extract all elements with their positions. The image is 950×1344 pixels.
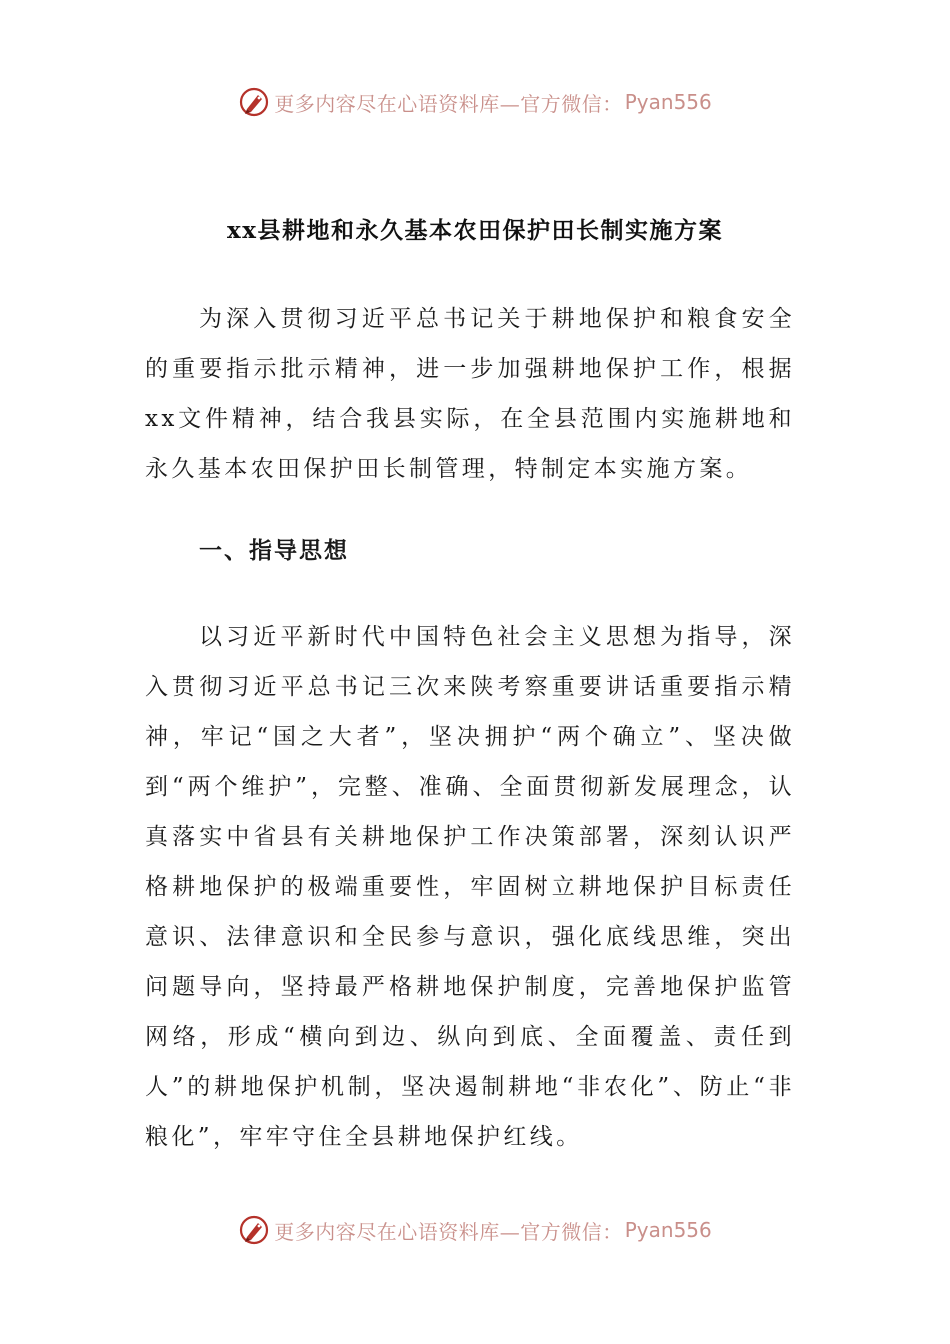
section-1-paragraph: 以习近平新时代中国特色社会主义思想为指导，深入贯彻习近平总书记三次来陕考察重要讲话重要指示精神，牢记“国之大者”，坚决拥护“两个确立”、坚决做到“两个维护”，完整、准确、全面贯彻新发展理念，认真落实中省县有关耕地保护工作决策部署，深刻认识严格耕地保护的极端重要性，牢固树立耕地保护目标责任意识、法律意识和全民参与意识，强化底线思维，突出问题导向，坚持最严格耕地保护制度，完善地保护监管网络，形成“横向到边、纵向到底、全面覆盖、责任到人”的耕地保护机制，坚决遏制耕地“非农化”、防止“非粮化”，牢牢守住全县耕地保护红线。 <box>145 624 795 1150</box>
footer-banner-text: 更多内容尽在心语资料库—官方微信： <box>274 1219 623 1244</box>
header-banner <box>0 82 950 122</box>
footer-wechat-id: Pyan556 <box>624 1218 712 1242</box>
header-wechat-id: Pyan556 <box>624 90 712 114</box>
intro-paragraph: 为深入贯彻习近平总书记关于耕地保护和粮食安全的重要指示批示精神，进一步加强耕地保护工作，根据xx文件精神，结合我县实际，在全县范围内实施耕地和永久基本农田保护田长制管理，特制定本实施方案。 <box>145 306 795 482</box>
pen-logo-icon <box>238 86 270 118</box>
footer-banner <box>0 1210 950 1250</box>
section-heading-guiding-ideology: 一、指导思想 <box>199 537 349 564</box>
header-banner-text: 更多内容尽在心语资料库—官方微信： <box>274 91 623 116</box>
document-title: xx县耕地和永久基本农田保护田长制实施方案 <box>227 217 723 244</box>
pen-logo-icon <box>238 1214 270 1246</box>
